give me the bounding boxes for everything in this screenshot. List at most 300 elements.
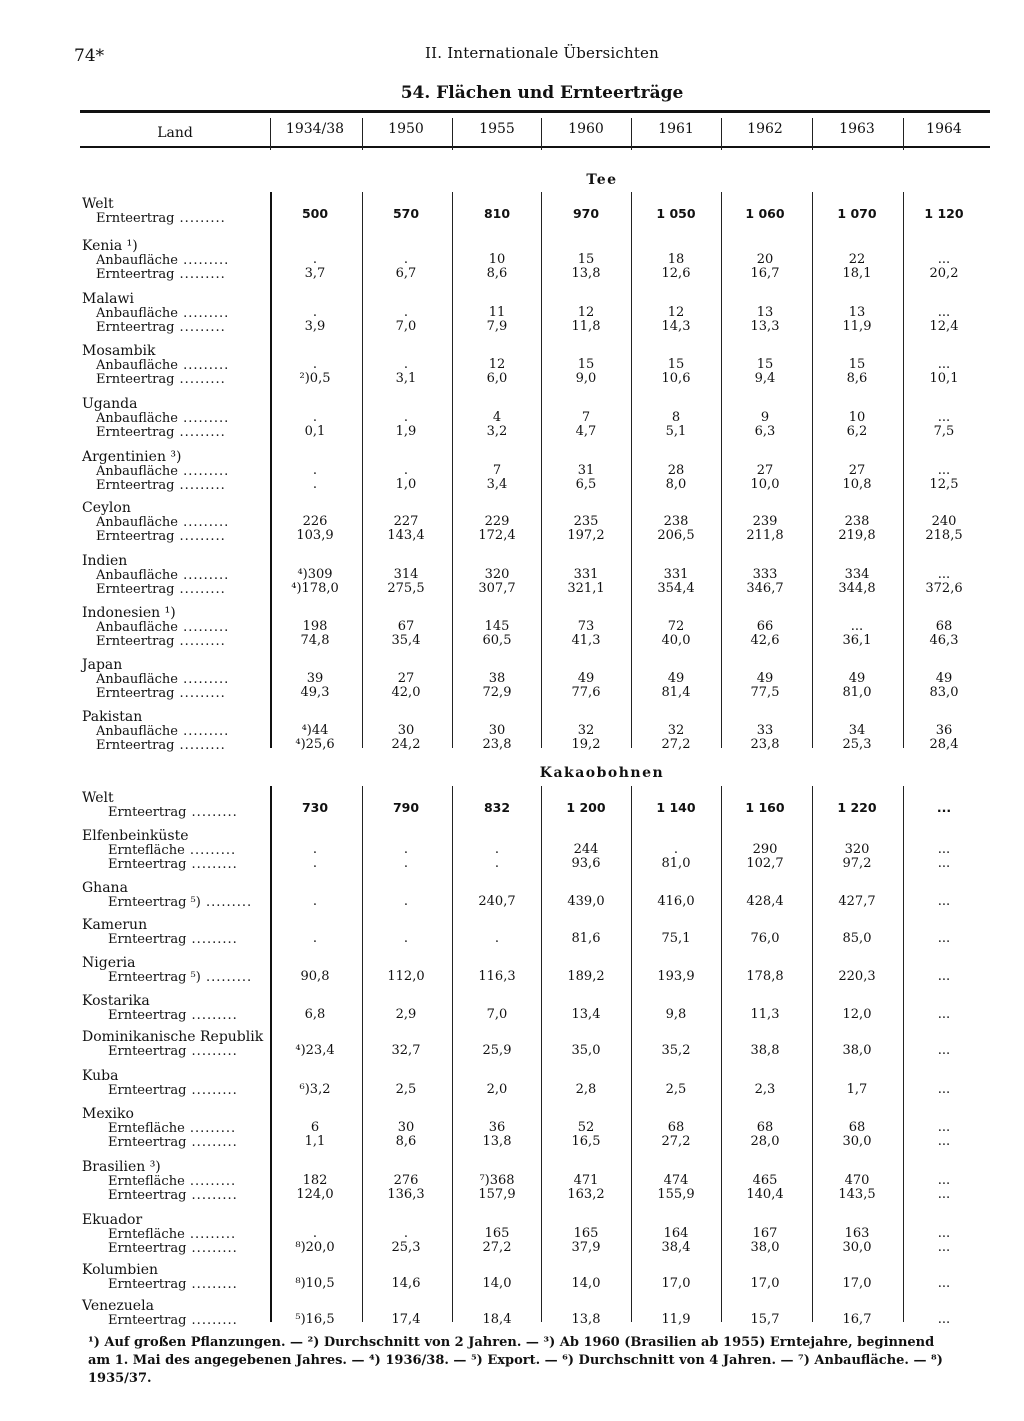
leader-dots: ......... [174,210,226,226]
row-label [96,724,229,739]
table-cell: ... [937,1275,951,1291]
table-cell: ... [937,462,951,478]
header-column-separator [452,118,453,150]
table-cell: 13,3 [750,319,780,334]
table-cell: 9 [760,409,770,425]
table-cell: 1,7 [846,1081,868,1097]
leader-dots: ......... [177,463,230,479]
row-label [108,1121,236,1136]
leader-dots: ......... [177,305,230,321]
table-cell: 167 [752,1225,778,1241]
row-label-text: Ernteertrag [96,634,175,649]
table-cell: 189,2 [567,968,605,984]
leader-dots: ......... [174,582,226,597]
table-cell: 38,0 [750,1240,780,1255]
leader-dots: ......... [177,567,230,583]
table-cell: 11,9 [661,1311,691,1327]
row-label [108,932,238,947]
table-cell: ⁴)178,0 [291,581,339,596]
leader-dots: ......... [186,1276,238,1292]
table-cell: 276 [393,1172,419,1188]
row-label [96,253,229,268]
row-label [108,1227,236,1242]
table-cell: 72 [667,618,685,634]
row-label-text: Anbaufläche [96,671,178,687]
table-cell: 471 [573,1172,599,1188]
country-name: Kamerun [82,917,148,933]
table-cell: 314 [393,566,419,582]
table-cell: 18,1 [842,266,872,281]
table-cell: 1,1 [304,1134,326,1149]
table-cell: 36 [935,722,953,738]
country-name: Kolumbien [82,1262,159,1278]
row-label [96,211,226,226]
leader-dots: ......... [200,894,253,910]
table-cell: 2,5 [395,1081,417,1097]
table-cell: 15 [667,356,685,372]
table-cell: 32,7 [391,1042,421,1058]
column-header-land: Land [157,125,193,141]
table-cell: 428,4 [746,893,784,909]
table-cell: 16,7 [842,1311,872,1327]
row-label [108,1083,238,1098]
table-cell: ²)0,5 [299,371,331,386]
table-cell: 2,8 [575,1081,597,1097]
table-cell: 1 060 [745,206,785,221]
table-cell: 18,4 [482,1311,512,1327]
table-cell: 163 [844,1225,870,1241]
table-cell: . [403,356,409,372]
row-label-text: Ernteertrag [96,372,175,387]
table-cell: 145 [484,618,510,634]
table-cell: ... [937,893,951,909]
leader-dots: ......... [186,1312,238,1328]
row-label [96,672,229,687]
table-cell: 164 [663,1225,689,1241]
table-cell: 239 [752,513,778,529]
table-cell: 275,5 [387,581,425,596]
page-number: 74* [74,46,105,66]
leader-dots: ......... [186,1188,238,1203]
row-label-text: Anbaufläche [96,514,178,530]
table-cell: 49,3 [300,685,330,700]
row-label-text: Ernteertrag [108,857,187,872]
row-label-text: Ernteertrag [96,425,175,440]
table-cell: ... [937,1187,951,1202]
column-header-year: 1962 [747,121,783,137]
row-label [96,568,229,583]
table-cell: 10,0 [750,477,780,492]
table-cell: 220,3 [838,968,876,984]
table-cell: 178,8 [746,968,784,984]
table-cell: 3,9 [304,319,326,334]
table-cell: 182 [302,1172,328,1188]
column-separator [452,786,453,1322]
row-label-text: Ernteertrag [108,1135,187,1150]
header-column-separator [270,118,271,150]
table-cell: 7 [581,409,591,425]
table-cell: . [312,356,318,372]
table-cell: 1 140 [656,800,696,815]
table-cell: 13,8 [571,266,601,281]
header-column-separator [362,118,363,150]
section-title: Kakaobohnen [539,765,665,781]
leader-dots: ......... [174,738,226,753]
leader-dots: ......... [174,267,226,282]
row-label [96,320,226,335]
table-cell: 41,3 [571,633,601,648]
leader-dots: ......... [174,425,226,440]
table-cell: 76,0 [750,930,780,946]
table-cell: 1 120 [924,206,964,221]
leader-dots: ......... [177,723,230,739]
table-cell: . [494,856,500,871]
table-cell: 30 [397,1119,415,1135]
table-cell: . [403,1225,409,1241]
header-column-separator [721,118,722,150]
table-cell: . [403,856,409,871]
table-cell: 10 [848,409,866,425]
row-label [96,634,226,649]
table-cell: 320 [484,566,510,582]
row-label-text: Ernteertrag [96,738,175,753]
table-cell: . [403,841,409,857]
top-rule [80,110,990,113]
country-name: Ceylon [82,500,131,516]
table-cell: ⁶)3,2 [299,1081,331,1097]
table-cell: 35,2 [661,1042,691,1058]
table-cell: ... [937,251,951,267]
column-header-year: 1964 [926,121,962,137]
table-cell: 226 [302,513,328,529]
row-label-text: Anbaufläche [96,463,178,479]
table-cell: 27,2 [661,1134,691,1149]
table-cell: 8,6 [395,1134,417,1149]
leader-dots: ......... [200,969,253,985]
table-title: 54. Flächen und Ernteerträge [400,83,684,103]
row-label-text: Ernteertrag [108,1043,187,1059]
table-cell: 103,9 [296,528,334,543]
table-cell: 11,8 [571,319,601,334]
table-cell: 81,0 [842,685,872,700]
table-cell: 38 [488,670,506,686]
table-cell: 570 [392,206,420,221]
table-cell: 4,7 [575,424,597,439]
row-label [96,464,229,479]
table-cell: 198 [302,618,328,634]
table-cell: 68 [667,1119,685,1135]
row-label-text: Ernteertrag [108,1276,187,1292]
table-cell: 13,4 [571,1006,601,1022]
table-cell: ⁴)25,6 [295,737,335,752]
table-cell: 81,4 [661,685,691,700]
column-header-year: 1963 [839,121,875,137]
table-cell: 140,4 [746,1187,784,1202]
table-cell: . [312,856,318,871]
table-cell: 27 [848,462,866,478]
table-cell: 12,0 [842,1006,872,1022]
table-cell: 8 [671,409,681,425]
country-name: Elfenbeinküste [82,828,189,844]
table-cell: 6,5 [575,477,597,492]
table-cell: 11 [488,304,506,320]
table-cell: 22 [848,251,866,267]
table-cell: . [312,462,318,478]
table-cell: 1 200 [566,800,606,815]
country-name: Brasilien ³) [82,1159,161,1175]
row-label-text: Ernteertrag [96,478,175,493]
table-cell: 218,5 [925,528,963,543]
table-cell: 333 [752,566,778,582]
table-cell: 68 [935,618,953,634]
row-label [96,306,229,321]
table-cell: 6,0 [486,371,508,386]
section-title: Tee [586,172,618,188]
table-cell: 13 [848,304,866,320]
table-cell: 143,4 [387,528,425,543]
leader-dots: ......... [174,320,226,335]
row-label-text: Ernteertrag ⁵) [108,894,201,910]
row-label [108,1188,238,1203]
leader-dots: ......... [177,619,230,635]
table-cell: 14,0 [482,1275,512,1291]
table-cell: 28 [667,462,685,478]
table-cell: ... [937,841,951,857]
table-cell: 23,8 [482,737,512,752]
table-cell: 344,8 [838,581,876,596]
table-cell: 49 [667,670,685,686]
table-cell: 30 [488,722,506,738]
table-cell: 10,8 [842,477,872,492]
table-cell: ... [937,1042,951,1058]
row-label-text: Ernteertrag [96,267,175,282]
row-label-text: Ernteertrag [108,931,187,947]
table-cell: 28,0 [750,1134,780,1149]
header-column-separator [631,118,632,150]
row-label-text: Ernteertrag [108,1007,187,1023]
table-cell: 15 [577,251,595,267]
table-cell: 75,1 [661,930,691,946]
row-label [108,895,252,910]
table-cell: 19,2 [571,737,601,752]
row-label-text: Anbaufläche [96,252,178,268]
table-cell: 427,7 [838,893,876,909]
table-cell: 13 [756,304,774,320]
row-label-text: Ernteertrag [108,1188,187,1203]
table-cell: 73 [577,618,595,634]
column-separator [631,786,632,1322]
header-column-separator [541,118,542,150]
table-cell: . [673,841,679,857]
country-name: Malawi [82,291,134,307]
table-cell: 2,5 [665,1081,687,1097]
table-cell: 10,1 [929,371,959,386]
table-cell: 346,7 [746,581,784,596]
table-cell: . [312,893,318,909]
table-cell: . [312,930,318,946]
row-label-text: Anbaufläche [96,410,178,426]
table-cell: ... [937,968,951,984]
table-cell: 320 [844,841,870,857]
table-cell: 38,8 [750,1042,780,1058]
table-cell: 42,6 [750,633,780,648]
table-cell: 5,1 [665,424,687,439]
row-label-text: Ernteertrag [108,1241,187,1256]
table-cell: ⁵)16,5 [295,1311,335,1327]
table-cell: ... [937,1134,951,1149]
table-cell: 7,0 [486,1006,508,1022]
table-cell: 2,9 [395,1006,417,1022]
table-cell: 124,0 [296,1187,334,1202]
row-label [108,1241,238,1256]
country-name: Mosambik [82,343,156,359]
table-cell: 15 [756,356,774,372]
table-cell: 1,0 [395,477,417,492]
table-cell: 307,7 [478,581,516,596]
table-cell: 18 [667,251,685,267]
table-cell: 49 [577,670,595,686]
country-name: Venezuela [82,1298,154,1314]
table-cell: . [312,409,318,425]
country-name: Kostarika [82,993,150,1009]
table-cell: 93,6 [571,856,601,871]
row-label [108,857,238,872]
table-cell: 1 070 [837,206,877,221]
table-cell: 2,0 [486,1081,508,1097]
leader-dots: ......... [177,252,230,268]
table-cell: 15 [848,356,866,372]
running-head: II. Internationale Übersichten [425,44,659,62]
country-name: Mexiko [82,1106,134,1122]
table-cell: ... [937,1172,951,1188]
table-cell: 321,1 [567,581,605,596]
table-cell: ... [937,304,951,320]
table-cell: 31 [577,462,595,478]
table-cell: . [494,930,500,946]
header-rule [80,146,990,148]
table-cell: 34 [848,722,866,738]
table-cell: 83,0 [929,685,959,700]
table-cell: 14,0 [571,1275,601,1291]
table-cell: 227 [393,513,419,529]
table-cell: 35,0 [571,1042,601,1058]
table-cell: 36 [488,1119,506,1135]
row-label-text: Ernteertrag ⁵) [108,969,201,985]
table-cell: ⁴)44 [301,722,329,738]
table-cell: 66 [756,618,774,634]
row-label [96,411,229,426]
leader-dots: ......... [186,1007,238,1023]
row-label-text: Ernteertrag [96,529,175,544]
table-cell: 416,0 [657,893,695,909]
table-cell: 27,2 [482,1240,512,1255]
row-label-text: Ernteertrag [108,1082,187,1098]
table-cell: 35,4 [391,633,421,648]
country-name: Ghana [82,880,128,896]
row-label-text: Ernteertrag [108,1312,187,1328]
table-cell: 6,2 [846,424,868,439]
table-cell: 38,4 [661,1240,691,1255]
row-label-text: Erntefläche [108,842,185,858]
table-cell: 12 [488,356,506,372]
table-cell: 3,2 [486,424,508,439]
table-cell: 7,0 [395,319,417,334]
table-cell: 470 [844,1172,870,1188]
table-cell: 354,4 [657,581,695,596]
table-cell: 12,4 [929,319,959,334]
table-cell: 9,8 [665,1006,687,1022]
table-cell: ... [937,1119,951,1135]
table-cell: 49 [935,670,953,686]
table-cell: 32 [577,722,595,738]
table-cell: 12,6 [661,266,691,281]
row-label [96,686,226,701]
table-cell: ⁸)20,0 [295,1240,335,1255]
table-cell: 13,8 [571,1311,601,1327]
table-cell: 500 [301,206,329,221]
table-cell: 72,9 [482,685,512,700]
table-cell: ... [937,930,951,946]
leader-dots: ......... [174,478,226,493]
table-cell: 52 [577,1119,595,1135]
table-cell: ... [937,1225,951,1241]
table-cell: 238 [663,513,689,529]
table-cell: 4 [492,409,502,425]
row-label [96,529,226,544]
column-separator [541,786,542,1322]
table-cell: 38,0 [842,1042,872,1058]
table-cell: 90,8 [300,968,330,984]
country-name: Welt [82,196,114,212]
row-label [108,970,252,985]
row-label [96,582,226,597]
table-cell: 30,0 [842,1134,872,1149]
table-cell: 1,9 [395,424,417,439]
leader-dots: ......... [174,372,226,387]
row-label [96,372,226,387]
table-cell: 40,0 [661,633,691,648]
leader-dots: ......... [177,357,230,373]
table-cell: 970 [572,206,600,221]
table-cell: 23,8 [750,737,780,752]
table-cell: 77,6 [571,685,601,700]
row-label-text: Ernteertrag [96,320,175,335]
table-cell: 1 050 [656,206,696,221]
leader-dots: ......... [177,410,230,426]
table-cell: 8,6 [846,371,868,386]
table-cell: 3,7 [304,266,326,281]
row-label-text: Anbaufläche [96,567,178,583]
leader-dots: ......... [174,686,226,701]
table-cell: ⁸)10,5 [295,1275,335,1291]
table-cell: 7 [492,462,502,478]
country-name: Indonesien ¹) [82,605,176,621]
table-cell: 27 [397,670,415,686]
table-cell: 8,6 [486,266,508,281]
row-label-text: Erntefläche [108,1173,185,1189]
column-header-year: 1960 [568,121,604,137]
table-cell: 155,9 [657,1187,695,1202]
table-cell: 7,5 [933,424,955,439]
row-label-text: Erntefläche [108,1120,185,1136]
table-cell: . [403,304,409,320]
table-cell: 116,3 [478,968,516,984]
table-cell: 0,1 [304,424,326,439]
table-cell: 290 [752,841,778,857]
table-cell: 832 [483,800,511,815]
table-cell: 28,4 [929,737,959,752]
table-cell: 36,1 [842,633,872,648]
